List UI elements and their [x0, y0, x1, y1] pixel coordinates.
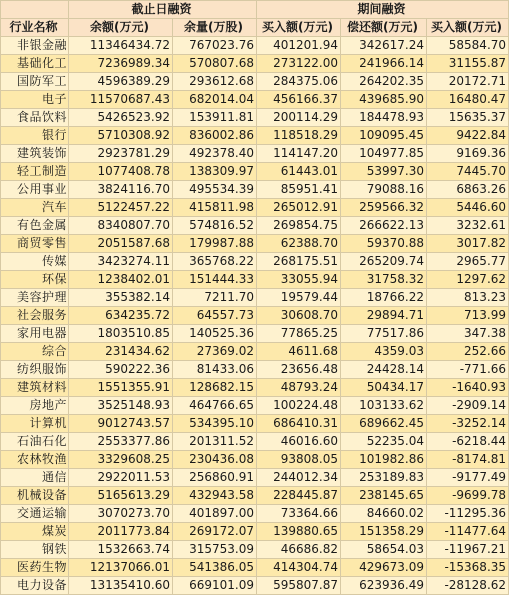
- repay-amount-cell: 103133.62: [341, 397, 427, 415]
- repay-amount-cell: 24428.14: [341, 361, 427, 379]
- balance-cell: 634235.72: [69, 307, 173, 325]
- volume-cell: 7211.70: [173, 289, 257, 307]
- buy-amount-cell: 100224.48: [257, 397, 341, 415]
- column-header-net-buy: 买入额(万元): [427, 19, 509, 37]
- table-row: [1, 433, 509, 451]
- balance-cell: 7236989.34: [69, 55, 173, 73]
- industry-name-cell: 电力设备: [1, 577, 69, 595]
- industry-name-cell: 建筑材料: [1, 379, 69, 397]
- balance-cell: 12137066.01: [69, 559, 173, 577]
- buy-amount-cell: 244012.34: [257, 469, 341, 487]
- table-row: [1, 73, 509, 91]
- balance-cell: 3329608.25: [69, 451, 173, 469]
- industry-name-cell: 建筑装饰: [1, 145, 69, 163]
- net-buy-cell: -28128.62: [427, 577, 509, 595]
- repay-amount-cell: 29894.71: [341, 307, 427, 325]
- table-row: [1, 577, 509, 595]
- volume-cell: 415811.98: [173, 199, 257, 217]
- volume-cell: 153911.81: [173, 109, 257, 127]
- buy-amount-cell: 93808.05: [257, 451, 341, 469]
- industry-name-cell: 纺织服饰: [1, 361, 69, 379]
- balance-cell: 2922011.53: [69, 469, 173, 487]
- net-buy-cell: 3017.82: [427, 235, 509, 253]
- table-row: [1, 253, 509, 271]
- net-buy-cell: -3252.14: [427, 415, 509, 433]
- table-row: [1, 55, 509, 73]
- buy-amount-cell: 139880.65: [257, 523, 341, 541]
- buy-amount-cell: 62388.70: [257, 235, 341, 253]
- net-buy-cell: 5446.60: [427, 199, 509, 217]
- table-row: [1, 307, 509, 325]
- industry-name-cell: 房地产: [1, 397, 69, 415]
- buy-amount-cell: 118518.29: [257, 127, 341, 145]
- balance-cell: 3824116.70: [69, 181, 173, 199]
- balance-cell: 2923781.29: [69, 145, 173, 163]
- volume-cell: 315753.09: [173, 541, 257, 559]
- buy-amount-cell: 30608.70: [257, 307, 341, 325]
- buy-amount-cell: 48793.24: [257, 379, 341, 397]
- volume-cell: 541386.05: [173, 559, 257, 577]
- industry-name-cell: 基础化工: [1, 55, 69, 73]
- table-row: [1, 127, 509, 145]
- volume-cell: 574816.52: [173, 217, 257, 235]
- repay-amount-cell: 151358.29: [341, 523, 427, 541]
- table-row: [1, 163, 509, 181]
- column-header-buy: 买入额(万元): [257, 19, 341, 37]
- industry-name-cell: 传媒: [1, 253, 69, 271]
- industry-name-cell: 机械设备: [1, 487, 69, 505]
- table-row: [1, 559, 509, 577]
- repay-amount-cell: 259566.32: [341, 199, 427, 217]
- table-row: [1, 505, 509, 523]
- buy-amount-cell: 4611.68: [257, 343, 341, 361]
- buy-amount-cell: 46016.60: [257, 433, 341, 451]
- balance-cell: 13135410.60: [69, 577, 173, 595]
- repay-amount-cell: 31758.32: [341, 271, 427, 289]
- net-buy-cell: -6218.44: [427, 433, 509, 451]
- table-row: [1, 451, 509, 469]
- volume-cell: 140525.36: [173, 325, 257, 343]
- industry-name-cell: 公用事业: [1, 181, 69, 199]
- industry-name-cell: 农林牧渔: [1, 451, 69, 469]
- net-buy-cell: 20172.71: [427, 73, 509, 91]
- buy-amount-cell: 414304.74: [257, 559, 341, 577]
- table-row: [1, 217, 509, 235]
- group-header-end-of-day: 截止日融资: [69, 1, 257, 19]
- repay-amount-cell: 439685.90: [341, 91, 427, 109]
- column-header-balance: 余额(万元): [69, 19, 173, 37]
- repay-amount-cell: 50434.17: [341, 379, 427, 397]
- net-buy-cell: 2965.77: [427, 253, 509, 271]
- volume-cell: 669101.09: [173, 577, 257, 595]
- group-header-period: 期间融资: [257, 1, 509, 19]
- buy-amount-cell: 61443.01: [257, 163, 341, 181]
- volume-cell: 365768.22: [173, 253, 257, 271]
- table-row: [1, 289, 509, 307]
- volume-cell: 138309.97: [173, 163, 257, 181]
- buy-amount-cell: 200114.29: [257, 109, 341, 127]
- net-buy-cell: 15635.37: [427, 109, 509, 127]
- balance-cell: 355382.14: [69, 289, 173, 307]
- table-row: [1, 91, 509, 109]
- industry-name-cell: 计算机: [1, 415, 69, 433]
- industry-name-cell: 商贸零售: [1, 235, 69, 253]
- industry-name-cell: 食品饮料: [1, 109, 69, 127]
- repay-amount-cell: 264202.35: [341, 73, 427, 91]
- industry-name-cell: 非银金融: [1, 37, 69, 55]
- industry-name-cell: 环保: [1, 271, 69, 289]
- group-header-row: [1, 1, 509, 19]
- net-buy-cell: -11967.21: [427, 541, 509, 559]
- repay-amount-cell: 266622.13: [341, 217, 427, 235]
- buy-amount-cell: 595807.87: [257, 577, 341, 595]
- table-row: [1, 271, 509, 289]
- buy-amount-cell: 401201.94: [257, 37, 341, 55]
- repay-amount-cell: 265209.74: [341, 253, 427, 271]
- repay-amount-cell: 79088.16: [341, 181, 427, 199]
- net-buy-cell: -15368.35: [427, 559, 509, 577]
- net-buy-cell: -1640.93: [427, 379, 509, 397]
- volume-cell: 269172.07: [173, 523, 257, 541]
- balance-cell: 9012743.57: [69, 415, 173, 433]
- balance-cell: 3525148.93: [69, 397, 173, 415]
- industry-name-cell: 综合: [1, 343, 69, 361]
- net-buy-cell: 31155.87: [427, 55, 509, 73]
- volume-cell: 128682.15: [173, 379, 257, 397]
- net-buy-cell: -11295.36: [427, 505, 509, 523]
- net-buy-cell: -11477.64: [427, 523, 509, 541]
- balance-cell: 4596389.29: [69, 73, 173, 91]
- net-buy-cell: 58584.70: [427, 37, 509, 55]
- volume-cell: 230436.08: [173, 451, 257, 469]
- balance-cell: 1532663.74: [69, 541, 173, 559]
- repay-amount-cell: 4359.03: [341, 343, 427, 361]
- industry-name-cell: 轻工制造: [1, 163, 69, 181]
- column-header-repay: 偿还额(万元): [341, 19, 427, 37]
- buy-amount-cell: 77865.25: [257, 325, 341, 343]
- buy-amount-cell: 73364.66: [257, 505, 341, 523]
- net-buy-cell: 252.66: [427, 343, 509, 361]
- volume-cell: 179987.88: [173, 235, 257, 253]
- table-row: [1, 145, 509, 163]
- volume-cell: 492378.40: [173, 145, 257, 163]
- industry-name-cell: 美容护理: [1, 289, 69, 307]
- buy-amount-cell: 46686.82: [257, 541, 341, 559]
- column-header-row: [1, 19, 509, 37]
- table-row: [1, 361, 509, 379]
- net-buy-cell: 3232.61: [427, 217, 509, 235]
- buy-amount-cell: 686410.31: [257, 415, 341, 433]
- industry-name-cell: 钢铁: [1, 541, 69, 559]
- balance-cell: 1077408.78: [69, 163, 173, 181]
- volume-cell: 534395.10: [173, 415, 257, 433]
- repay-amount-cell: 184478.93: [341, 109, 427, 127]
- net-buy-cell: 713.99: [427, 307, 509, 325]
- table-row: [1, 415, 509, 433]
- balance-cell: 2553377.86: [69, 433, 173, 451]
- volume-cell: 570807.68: [173, 55, 257, 73]
- balance-cell: 5165613.29: [69, 487, 173, 505]
- industry-name-cell: 石油石化: [1, 433, 69, 451]
- repay-amount-cell: 253189.83: [341, 469, 427, 487]
- industry-name-cell: 有色金属: [1, 217, 69, 235]
- table-row: [1, 325, 509, 343]
- table-body: [1, 37, 509, 595]
- repay-amount-cell: 58654.03: [341, 541, 427, 559]
- table-row: [1, 523, 509, 541]
- table-row: [1, 541, 509, 559]
- buy-amount-cell: 268175.51: [257, 253, 341, 271]
- volume-cell: 27369.02: [173, 343, 257, 361]
- industry-name-cell: 医药生物: [1, 559, 69, 577]
- repay-amount-cell: 623936.49: [341, 577, 427, 595]
- repay-amount-cell: 18766.22: [341, 289, 427, 307]
- volume-cell: 293612.68: [173, 73, 257, 91]
- buy-amount-cell: 269854.75: [257, 217, 341, 235]
- industry-name-cell: 通信: [1, 469, 69, 487]
- net-buy-cell: 1297.62: [427, 271, 509, 289]
- buy-amount-cell: 228445.87: [257, 487, 341, 505]
- buy-amount-cell: 85951.41: [257, 181, 341, 199]
- volume-cell: 256860.91: [173, 469, 257, 487]
- buy-amount-cell: 33055.94: [257, 271, 341, 289]
- volume-cell: 836002.86: [173, 127, 257, 145]
- net-buy-cell: -9177.49: [427, 469, 509, 487]
- net-buy-cell: 6863.26: [427, 181, 509, 199]
- net-buy-cell: 813.23: [427, 289, 509, 307]
- repay-amount-cell: 59370.88: [341, 235, 427, 253]
- table-row: [1, 181, 509, 199]
- volume-cell: 64557.73: [173, 307, 257, 325]
- repay-amount-cell: 104977.85: [341, 145, 427, 163]
- balance-cell: 1238402.01: [69, 271, 173, 289]
- industry-name-cell: 煤炭: [1, 523, 69, 541]
- repay-amount-cell: 109095.45: [341, 127, 427, 145]
- repay-amount-cell: 238145.65: [341, 487, 427, 505]
- balance-cell: 1551355.91: [69, 379, 173, 397]
- table-row: [1, 343, 509, 361]
- header-corner-cell: [1, 1, 69, 19]
- net-buy-cell: -9699.78: [427, 487, 509, 505]
- industry-name-cell: 电子: [1, 91, 69, 109]
- net-buy-cell: 16480.47: [427, 91, 509, 109]
- column-header-industry: 行业名称: [1, 19, 69, 37]
- net-buy-cell: 9169.36: [427, 145, 509, 163]
- net-buy-cell: 347.38: [427, 325, 509, 343]
- volume-cell: 464766.65: [173, 397, 257, 415]
- volume-cell: 81433.06: [173, 361, 257, 379]
- volume-cell: 151444.33: [173, 271, 257, 289]
- repay-amount-cell: 84660.02: [341, 505, 427, 523]
- net-buy-cell: -2909.14: [427, 397, 509, 415]
- volume-cell: 401897.00: [173, 505, 257, 523]
- table-row: [1, 199, 509, 217]
- balance-cell: 3070273.70: [69, 505, 173, 523]
- volume-cell: 495534.39: [173, 181, 257, 199]
- balance-cell: 2051587.68: [69, 235, 173, 253]
- balance-cell: 1803510.85: [69, 325, 173, 343]
- repay-amount-cell: 101982.86: [341, 451, 427, 469]
- buy-amount-cell: 265012.91: [257, 199, 341, 217]
- repay-amount-cell: 689662.45: [341, 415, 427, 433]
- buy-amount-cell: 273122.00: [257, 55, 341, 73]
- buy-amount-cell: 23656.48: [257, 361, 341, 379]
- balance-cell: 231434.62: [69, 343, 173, 361]
- industry-name-cell: 汽车: [1, 199, 69, 217]
- table-row: [1, 379, 509, 397]
- balance-cell: 11570687.43: [69, 91, 173, 109]
- buy-amount-cell: 456166.37: [257, 91, 341, 109]
- volume-cell: 682014.04: [173, 91, 257, 109]
- volume-cell: 767023.76: [173, 37, 257, 55]
- net-buy-cell: -8174.81: [427, 451, 509, 469]
- column-header-volume: 余量(万股): [173, 19, 257, 37]
- balance-cell: 5710308.92: [69, 127, 173, 145]
- repay-amount-cell: 77517.86: [341, 325, 427, 343]
- table-row: [1, 235, 509, 253]
- table-row: [1, 397, 509, 415]
- buy-amount-cell: 284375.06: [257, 73, 341, 91]
- balance-cell: 11346434.72: [69, 37, 173, 55]
- balance-cell: 5122457.22: [69, 199, 173, 217]
- table-row: [1, 37, 509, 55]
- industry-name-cell: 社会服务: [1, 307, 69, 325]
- buy-amount-cell: 114147.20: [257, 145, 341, 163]
- net-buy-cell: -771.66: [427, 361, 509, 379]
- net-buy-cell: 7445.70: [427, 163, 509, 181]
- repay-amount-cell: 241966.14: [341, 55, 427, 73]
- net-buy-cell: 9422.84: [427, 127, 509, 145]
- balance-cell: 590222.36: [69, 361, 173, 379]
- volume-cell: 432943.58: [173, 487, 257, 505]
- repay-amount-cell: 52235.04: [341, 433, 427, 451]
- industry-name-cell: 交通运输: [1, 505, 69, 523]
- balance-cell: 2011773.84: [69, 523, 173, 541]
- repay-amount-cell: 342617.24: [341, 37, 427, 55]
- balance-cell: 3423274.11: [69, 253, 173, 271]
- balance-cell: 8340807.70: [69, 217, 173, 235]
- table-row: [1, 487, 509, 505]
- table-row: [1, 109, 509, 127]
- industry-name-cell: 国防军工: [1, 73, 69, 91]
- balance-cell: 5426523.92: [69, 109, 173, 127]
- repay-amount-cell: 429673.09: [341, 559, 427, 577]
- repay-amount-cell: 53997.30: [341, 163, 427, 181]
- volume-cell: 201311.52: [173, 433, 257, 451]
- table-row: [1, 469, 509, 487]
- industry-name-cell: 家用电器: [1, 325, 69, 343]
- buy-amount-cell: 19579.44: [257, 289, 341, 307]
- industry-name-cell: 银行: [1, 127, 69, 145]
